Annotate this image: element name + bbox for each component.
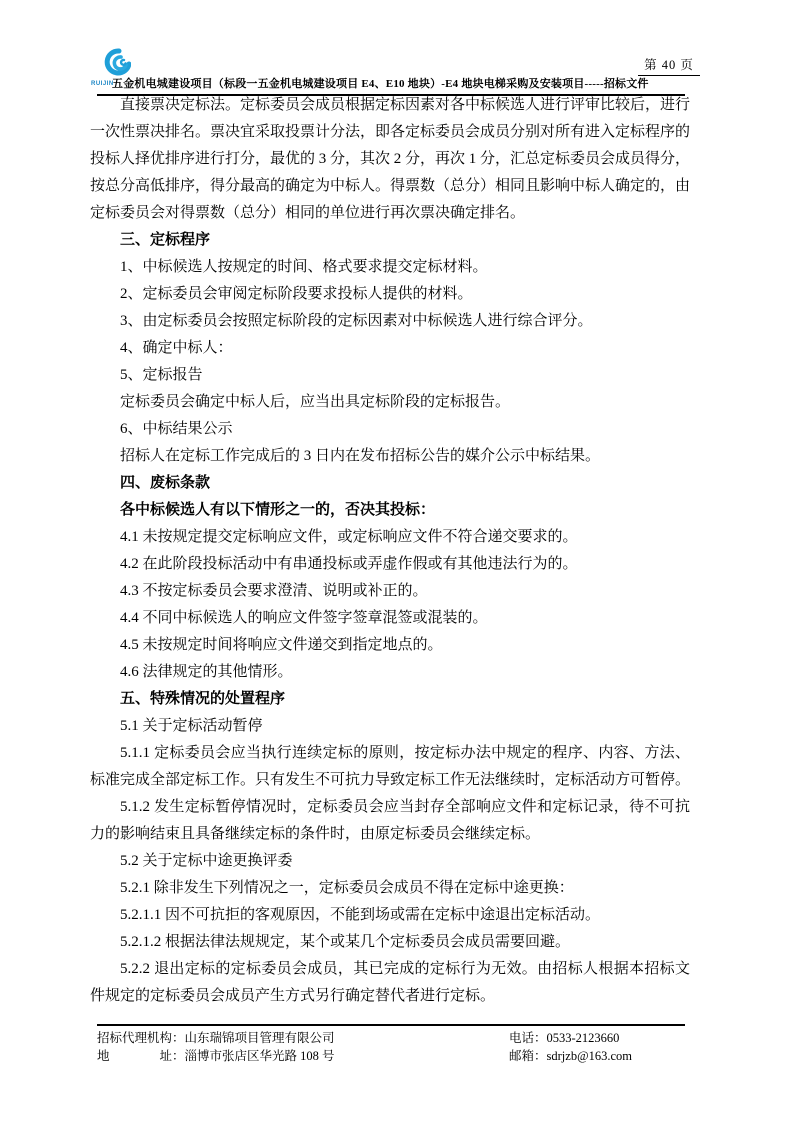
paragraph: 2、定标委员会审阅定标阶段要求投标人提供的材料。	[120, 286, 473, 302]
paragraph: 4.4 不同中标候选人的响应文件签字签章混签或混装的。	[120, 610, 488, 626]
paragraph: 5.2.1.1 因不可抗拒的客观原因，不能到场或需在定标中途退出定标活动。	[120, 907, 601, 923]
paragraph: 3、由定标委员会按照定标阶段的定标因素对中标候选人进行综合评分。	[120, 313, 593, 329]
section-heading: 四、废标条款	[120, 475, 211, 491]
paragraph: 1、中标候选人按规定的时间、格式要求提交定标材料。	[120, 259, 488, 275]
agency-label: 招标代理机构：	[97, 1031, 185, 1045]
section-heading: 各中标候选人有以下情形之一的，否决其投标：	[120, 502, 436, 518]
email-value: sdrjzb@163.com	[546, 1049, 632, 1063]
paragraph: 5.1 关于定标活动暂停	[120, 718, 263, 734]
agency-value: 山东瑞锦项目管理有限公司	[184, 1031, 335, 1045]
paragraph: 4.5 未按规定时间将响应文件递交到指定地点的。	[120, 637, 443, 653]
paragraph: 5.2.1.2 根据法律法规规定，某个或某几个定标委员会成员需要回避。	[120, 934, 571, 950]
paragraph: 5.1.2 发生定标暂停情况时，定标委员会应当封存全部响应文件和定标记录，待不可抗力的影响结束且具备继续定标的条件时，由原定标委员会继续定标。	[90, 799, 690, 842]
company-logo-icon	[101, 47, 131, 79]
footer-phone	[509, 1029, 685, 1047]
section-heading: 三、定标程序	[120, 232, 211, 248]
paragraph: 5.2.2 退出定标的定标委员会成员，其已完成的定标行为无效。由招标人根据本招标文件规定的定标委员会成员产生方式另行确定替代者进行定标。	[90, 961, 690, 1004]
address-label: 地 址：	[97, 1049, 185, 1063]
paragraph: 4.3 不按定标委员会要求澄清、说明或补正的。	[120, 583, 428, 599]
paragraph: 4.1 未按规定提交定标响应文件，或定标响应文件不符合递交要求的。	[120, 529, 578, 545]
address-value: 淄博市张店区华光路 108 号	[184, 1049, 335, 1063]
phone-value: 0533-2123660	[546, 1031, 620, 1045]
paragraph: 定标委员会确定中标人后，应当出具定标阶段的定标报告。	[120, 394, 511, 410]
footer-address	[97, 1047, 509, 1065]
logo-wordmark: RUIJIN	[91, 81, 114, 87]
section-heading: 五、特殊情况的处置程序	[120, 691, 286, 707]
footer-agency	[97, 1029, 509, 1047]
phone-label: 电话：	[509, 1031, 547, 1045]
page-number: 第 40 页	[638, 55, 700, 76]
document-body	[90, 92, 690, 1010]
paragraph: 招标人在定标工作完成后的 3 日内在发布招标公告的媒介公示中标结果。	[120, 448, 601, 464]
footer-email	[509, 1047, 685, 1065]
paragraph: 5.2.1 除非发生下列情况之一，定标委员会成员不得在定标中途更换：	[120, 880, 574, 896]
footer-row-1	[97, 1029, 685, 1047]
footer-row-2	[97, 1047, 685, 1065]
paragraph: 6、中标结果公示	[120, 421, 233, 437]
paragraph: 4.6 法律规定的其他情形。	[120, 664, 293, 680]
paragraph: 5、定标报告	[120, 367, 203, 383]
paragraph: 5.1.1 定标委员会应当执行连续定标的原则，按定标办法中规定的程序、内容、方法、标准完成全部定标工作。只有发生不可抗力导致定标工作无法继续时，定标活动方可暂停。	[90, 745, 691, 788]
paragraph: 4.2 在此阶段投标活动中有串通投标或弄虚作假或有其他违法行为的。	[120, 556, 578, 572]
paragraph: 直接票决定标法。定标委员会成员根据定标因素对各中标候选人进行评审比较后，进行一次性票决排名。票决宜采取投票计分法，即各定标委员会成员分别对所有进入定标程序的投标人择优排序进行打分，最优的 3 分，其次 2 分，再次 1 分，汇总定标委员会成员得分，按总分高低排序，得分最高的确定为中标人。得票数（总分）相同且影响中标人确定的，由定标委员会对得票数（总分）相同的单位进行再次票决确定排名。	[90, 97, 691, 221]
email-label: 邮箱：	[509, 1049, 547, 1063]
document-header-title: 五金机电城建设项目（标段一五金机电城建设项目 E4、E10 地块）-E4 地块电梯采购及安装项目-----招标文件	[112, 78, 649, 90]
page-footer	[97, 1024, 685, 1065]
page-header	[0, 0, 793, 97]
paragraph: 4、确定中标人：	[120, 340, 233, 356]
paragraph: 5.2 关于定标中途更换评委	[120, 853, 293, 869]
